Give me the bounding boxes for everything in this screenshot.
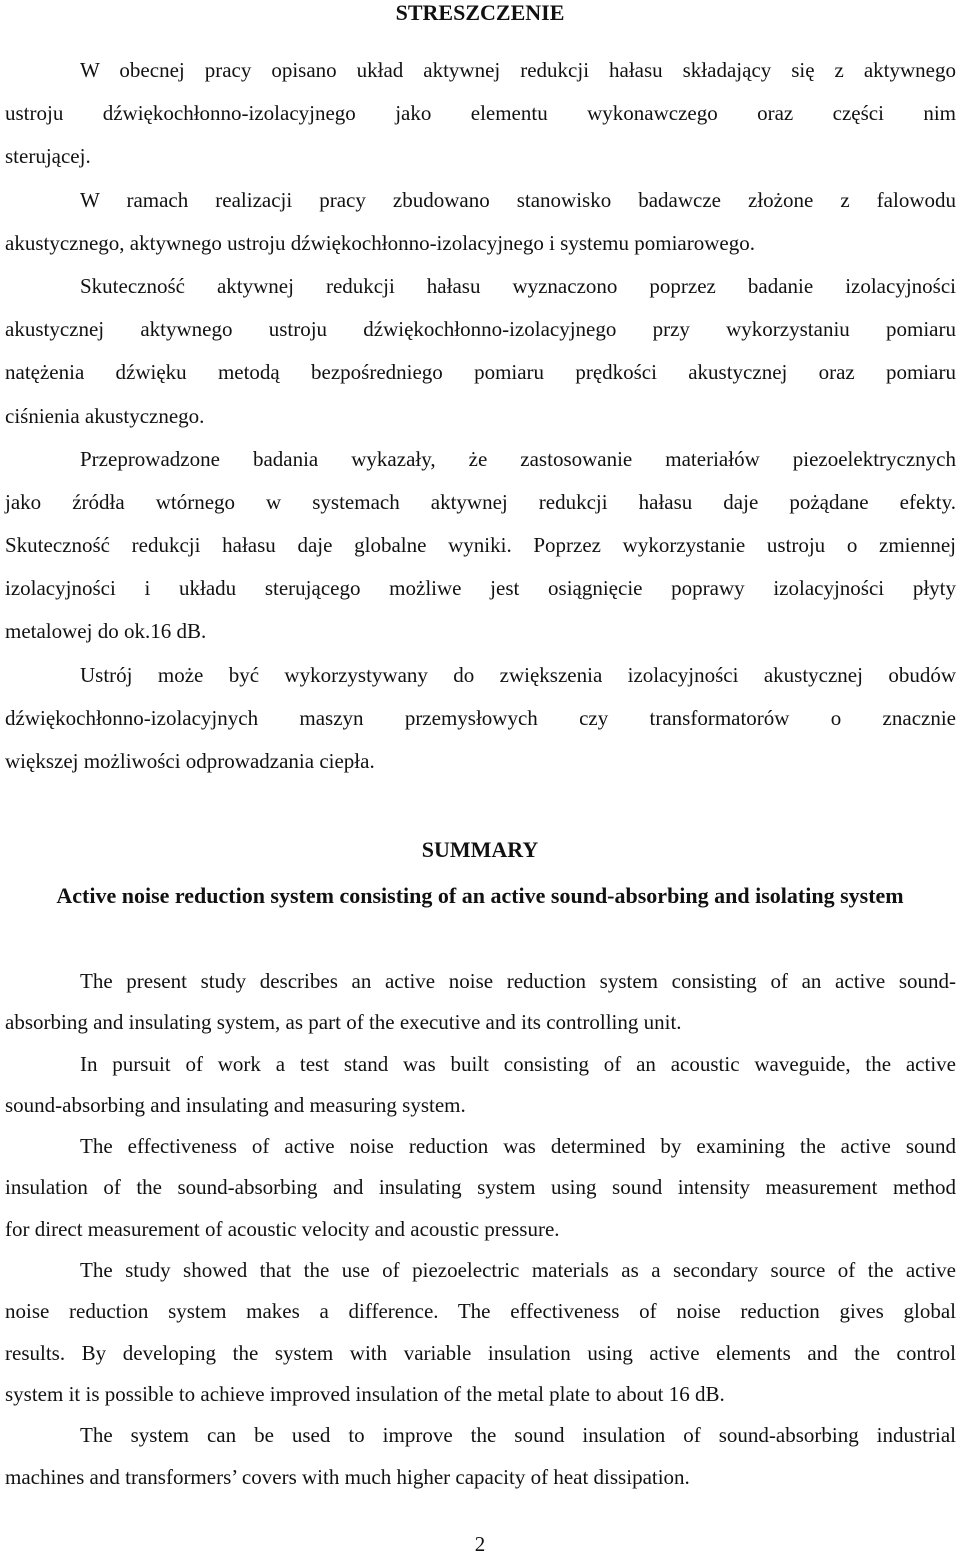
page-number: 2: [474, 1532, 486, 1556]
paragraph-line: większej możliwości odprowadzania ciepła.: [5, 749, 375, 773]
paragraph-line: insulation of the sound-absorbing and insulating system using sound intensity measurement method: [5, 1175, 956, 1200]
paragraph-line: sterującej.: [5, 144, 91, 169]
paragraph-line: Przeprowadzone badania wykazały, że zastosowanie materiałów piezoelektrycznych: [80, 446, 956, 471]
paragraph-line: ciśnienia akustycznego.: [5, 403, 205, 428]
paragraph-line: The effectiveness of active noise reduction was determined by examining the active sound: [80, 1134, 956, 1159]
paragraph-line: absorbing and insulating system, as part of the executive and its controlling unit.: [5, 1010, 682, 1035]
paragraph-line: Skuteczność redukcji hałasu daje globalne wyniki. Poprzez wykorzystanie ustroju o zmiennej: [5, 533, 956, 558]
paragraph-line: izolacyjności i układu sterującego możliwe jest osiągnięcie poprawy izolacyjności płyty: [5, 576, 956, 601]
paragraph-line: The present study describes an active noise reduction system consisting of an active sound-: [80, 969, 956, 993]
paragraph-line: dźwiękochłonno-izolacyjnych maszyn przemysłowych czy transformatorów o znacznie: [5, 705, 956, 730]
paragraph-line: for direct measurement of acoustic velocity and acoustic pressure.: [5, 1216, 560, 1241]
polish-abstract-title: STRESZCZENIE: [395, 0, 565, 25]
english-summary-heading: Active noise reduction system consisting of an active sound-absorbing and isolating system: [56, 883, 904, 908]
paragraph-line: W ramach realizacji pracy zbudowano stanowisko badawcze złożone z falowodu: [80, 187, 956, 212]
paragraph-line: machines and transformers’ covers with much higher capacity of heat dissipation.: [5, 1464, 690, 1489]
paragraph-line: Skuteczność aktywnej redukcji hałasu wyznaczono poprzez badanie izolacyjności: [80, 273, 956, 298]
paragraph-line: ustroju dźwiękochłonno-izolacyjnego jako elementu wykonawczego oraz części nim: [5, 101, 956, 126]
paragraph-line: The study showed that the use of piezoelectric materials as a secondary source of the active: [80, 1258, 956, 1283]
english-summary-body: [5, 961, 956, 1498]
paragraph-line: sound-absorbing and insulating and measuring system.: [5, 1092, 466, 1117]
polish-abstract-body: [5, 49, 956, 783]
paragraph-line: W obecnej pracy opisano układ aktywnej redukcji hałasu składający się z aktywnego: [80, 58, 956, 82]
paragraph-line: jako źródła wtórnego w systemach aktywnej redukcji hałasu daje pożądane efekty.: [5, 489, 956, 514]
paragraph-line: metalowej do ok.16 dB.: [5, 619, 207, 644]
paragraph-line: results. By developing the system with variable insulation using active elements and the control: [5, 1340, 956, 1365]
english-summary-title: SUMMARY: [421, 837, 539, 862]
paragraph-line: akustycznego, aktywnego ustroju dźwiękochłonno-izolacyjnego i systemu pomiarowego.: [5, 230, 755, 255]
paragraph-line: akustycznej aktywnego ustroju dźwiękochłonno-izolacyjnego przy wykorzystaniu pomiaru: [5, 317, 956, 342]
paragraph-line: Ustrój może być wykorzystywany do zwiększenia izolacyjności akustycznej obudów: [80, 662, 956, 687]
paragraph-line: system it is possible to achieve improved insulation of the metal plate to about 16 dB.: [5, 1381, 725, 1406]
paragraph-line: noise reduction system makes a difference. The effectiveness of noise reduction gives global: [5, 1299, 956, 1324]
paragraph-line: natężenia dźwięku metodą bezpośredniego pomiaru prędkości akustycznej oraz pomiaru: [5, 360, 956, 385]
paragraph-line: The system can be used to improve the sound insulation of sound-absorbing industrial: [80, 1423, 956, 1448]
paragraph-line: In pursuit of work a test stand was built consisting of an acoustic waveguide, the active: [80, 1051, 956, 1076]
